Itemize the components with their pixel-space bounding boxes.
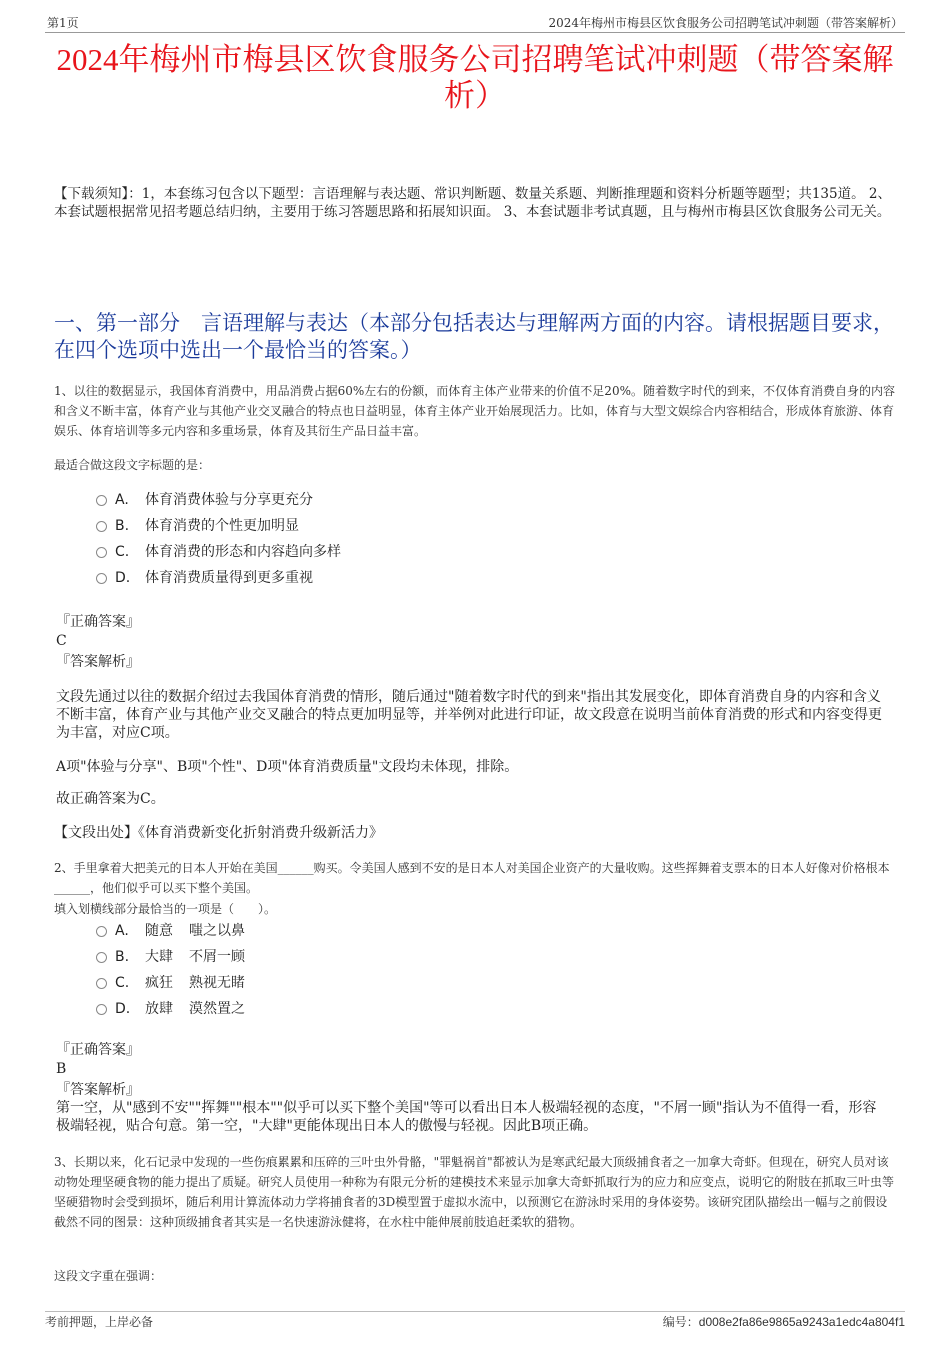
document-id: 编号：d008e2fa86e9865a9243a1edc4a804f1 [662, 1315, 905, 1329]
question-2-text: 2、手里拿着大把美元的日本人开始在美国______购买。令美国人感到不安的是日本人对美国企业资产的大量收购。这些挥舞着支票本的日本人好像对价格根本______，他们似乎可以买下整个美国。 [54, 861, 890, 895]
option-c[interactable]: C. 疯狂 熟视无睹 [96, 970, 245, 996]
radio-icon[interactable] [96, 495, 107, 506]
radio-icon[interactable] [96, 1004, 107, 1015]
answer-label: 『正确答案』 [56, 614, 140, 630]
radio-icon[interactable] [96, 978, 107, 989]
analysis-text: 故正确答案为C。 [56, 791, 165, 807]
footer-slogan: 考前押题，上岸必备 [45, 1315, 154, 1329]
radio-icon[interactable] [96, 573, 107, 584]
answer-value: C [56, 633, 67, 649]
answer-value: B [56, 1061, 67, 1077]
option-b[interactable]: B. 大肆 不屑一顾 [96, 944, 245, 970]
analysis-label: 『答案解析』 [56, 654, 140, 670]
radio-icon[interactable] [96, 952, 107, 963]
page-number: 第1页 [47, 16, 79, 30]
source-note: 【文段出处】《体育消费新变化折射消费升级新活力》 [54, 825, 383, 841]
option-a[interactable]: A. 体育消费体验与分享更充分 [96, 487, 313, 513]
section-heading: 一、第一部分 言语理解与表达（本部分包括表达与理解两方面的内容。请根据题目要求，在四个选项中选出一个最恰当的答案。） [54, 311, 894, 362]
option-d[interactable]: D. 体育消费质量得到更多重视 [96, 565, 313, 591]
option-c[interactable]: C. 体育消费的形态和内容趋向多样 [96, 539, 341, 565]
header-doc-title: 2024年梅州市梅县区饮食服务公司招聘笔试冲刺题（带答案解析） [548, 16, 903, 30]
radio-icon[interactable] [96, 547, 107, 558]
header-divider [45, 32, 905, 33]
question-2-prompt: 填入划横线部分最恰当的一项是（ ）。 [54, 902, 277, 916]
question-1-text: 1、以往的数据显示，我国体育消费中，用品消费占据60%左右的份额，而体育主体产业带来的价值不足20%。随着数字时代的到来，不仅体育消费自身的内容和含义不断丰富，体育产业与其他产业交叉融合的特点也日益明显，体育主体产业开始展现活力。比如，体育与大型文娱综合内容相结合，形成体育旅游、体育娱乐、体育培训等多元内容和多重场景，体育及其衍生产品日益丰富。 [54, 384, 895, 438]
download-notice: 【下载须知】：1，本套练习包含以下题型：言语理解与表达题、常识判断题、数量关系题、判断推理题和资料分析题等题型；共135道。 2、本套试题根据常见招考题总结归纳，主要用于练习答题思路和拓展知识面。 3、本套试题非考试真题，且与梅州市梅县区饮食服务公司无关。 [54, 186, 891, 220]
option-d[interactable]: D. 放肆 漠然置之 [96, 996, 245, 1022]
question-3-prompt: 这段文字重在强调： [54, 1269, 163, 1283]
analysis-text: 文段先通过以往的数据介绍过去我国体育消费的情形，随后通过"随着数字时代的到来"指出其发展变化，即体育消费自身的内容和含义不断丰富，体育产业与其他产业交叉融合的特点更加明显等，并举例对此进行印证，故文段意在说明当前体育消费的形式和内容变得更为丰富，对应C项。 [56, 689, 882, 741]
question-3-text: 3、长期以来，化石记录中发现的一些伤痕累累和压碎的三叶虫外骨骼，"罪魁祸首"都被认为是寒武纪最大顶级捕食者之一加拿大奇虾。但现在，研究人员对该动物处理坚硬食物的能力提出了质疑。研究人员使用一种称为有限元分析的建模技术来显示加拿大奇虾抓取行为的应力和应变点，说明它的附肢在抓取三叶虫等坚硬猎物时会受到损坏，随后利用计算流体动力学将捕食者的3D模型置于虚拟水流中，以预测它在游泳时采用的身体姿势。该研究团队描绘出一幅与之前假设截然不同的图景：这种顶级捕食者其实是一名快速游泳健将，在水柱中能伸展前肢追赶柔软的猎物。 [54, 1155, 895, 1229]
page-title: 2024年梅州市梅县区饮食服务公司招聘笔试冲刺题（带答案解析） [56, 42, 894, 113]
radio-icon[interactable] [96, 521, 107, 532]
analysis-text: A项"体验与分享"、B项"个性"、D项"体育消费质量"文段均未体现，排除。 [56, 759, 519, 775]
option-b[interactable]: B. 体育消费的个性更加明显 [96, 513, 299, 539]
radio-icon[interactable] [96, 926, 107, 937]
answer-label: 『正确答案』 [56, 1042, 140, 1058]
analysis-label: 『答案解析』 [56, 1082, 140, 1098]
footer-divider [45, 1311, 905, 1312]
option-a[interactable]: A. 随意 嗤之以鼻 [96, 918, 245, 944]
question-1-prompt: 最适合做这段文字标题的是： [54, 458, 211, 472]
analysis-text: 第一空，从"感到不安""挥舞""根本""似乎可以买下整个美国"等可以看出日本人极端轻视的态度，"不屑一顾"指认为不值得一看，形容极端轻视，贴合句意。第一空，"大肆"更能体现出日本人的傲慢与轻视。因此B项正确。 [56, 1100, 877, 1134]
